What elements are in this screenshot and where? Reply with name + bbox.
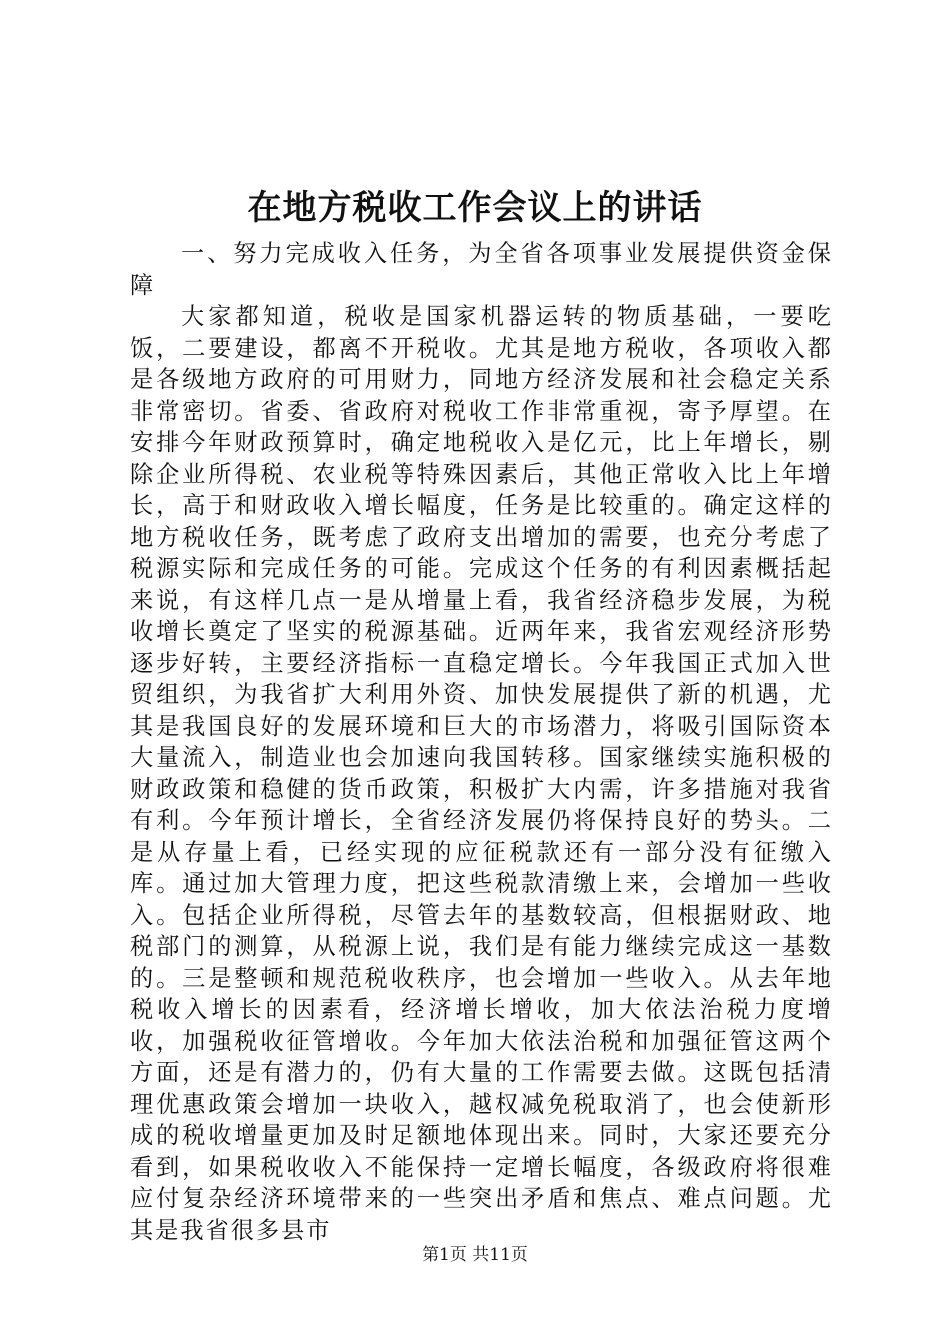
body-paragraph: 大家都知道，税收是国家机器运转的物质基础，一要吃饭，二要建设，都离不开税收。尤其是地方税收，各项收入都是各级地方政府的可用财力，同地方经济发展和社会稳定关系非常密切。省委、省政府对税收工作非常重视，寄予厚望。在安排今年财政预算时，确定地税收入是亿元，比上年增长，剔除企业所得税、农业税等特殊因素后，其他正常收入比上年增长，高于和财政收入增长幅度，任务是比较重的。确定这样的地方税收任务，既考虑了政府支出增加的需要，也充分考虑了税源实际和完成任务的可能。完成这个任务的有利因素概括起来说，有这样几点一是从增量上看，我省经济稳步发展，为税收增长奠定了坚实的税源基础。近两年来，我省宏观经济形势逐步好转，主要经济指标一直稳定增长。今年我国正式加入世贸组织，为我省扩大利用外资、加快发展提供了新的机遇，尤其是我国良好的发展环境和巨大的市场潜力，将吸引国际资本大量流入，制造业也会加速向我国转移。国家继续实施积极的财政政策和稳健的货币政策，积极扩大内需，许多措施对我省有利。今年预计增长，全省经济发展仍将保持良好的势头。二是从存量上看，已经实现的应征税款还有一部分没有征缴入库。通过加大管理力度，把这些税款清缴上来，会增加一些收入。包括企业所得税，尽管去年的基数较高，但根据财政、地税部门的测算，从税源上说，我们是有能力继续完成这一基数的。三是整顿和规范税收秩序，也会增加一些收入。从去年地税收入增长的因素看，经济增长增收，加大依法治税力度增收，加强税收征管增收。今年加大依法治税和加强征管这两个方面，还是有潜力的，仍有大量的工作需要去做。这既包括清理优惠政策会增加一块收入，越权减免税取消了，也会使新形成的税收增量更加及时足额地体现出来。同时，大家还要充分看到，如果税收收入不能保持一定增长幅度，各级政府将很难应付复杂经济环境带来的一些突出矛盾和焦点、难点问题。尤其是我省很多县市 (130, 303, 833, 1244)
document-title: 在地方税收工作会议上的讲话 (247, 188, 703, 228)
page-number-footer: 第1页 共11页 (422, 1245, 528, 1265)
section-heading: 一、努力完成收入任务，为全省各项事业发展提供资金保障 (130, 240, 833, 299)
document-body (130, 238, 833, 1246)
